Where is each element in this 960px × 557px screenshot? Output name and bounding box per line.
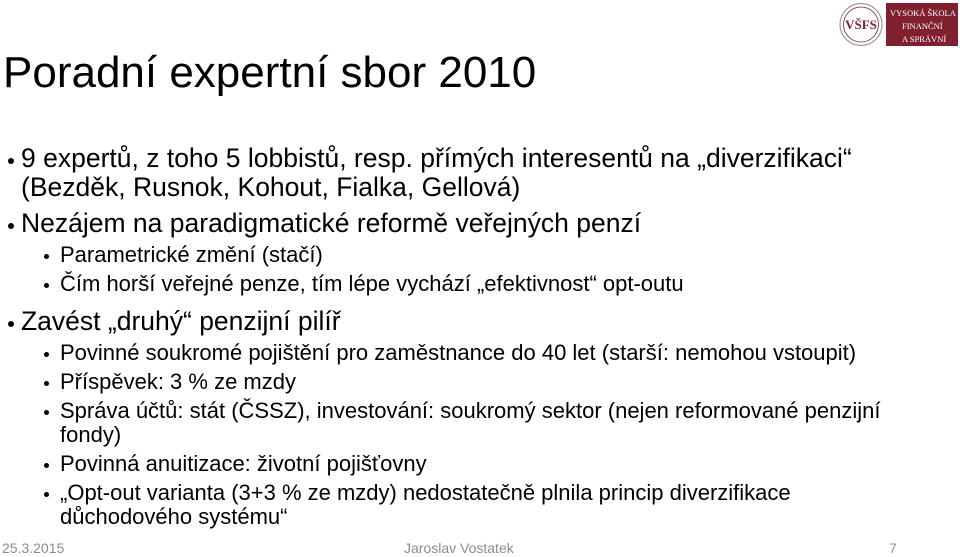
sub-bullet-text: Správa účtů: stát (ČSSZ), investování: soukromý sektor (nejen reformované penzijní fondy) xyxy=(60,398,881,447)
bullet-item xyxy=(0,307,940,529)
logo-text-line: A SPRÁVNÍ xyxy=(902,34,947,44)
sub-bullet-text: Povinná anuitizace: životní pojišťovny xyxy=(60,451,427,476)
sub-bullet-list xyxy=(21,243,940,296)
bullet-text: 9 expertů, z toho 5 lobbistů, resp. přímých interesentů na „diverzifikaci“ (Bezděk, Rusnok, Kohout, Fialka, Gellová) xyxy=(21,143,852,202)
sub-bullet-item xyxy=(21,272,940,296)
logo-text-line: VYSOKÁ ŠKOLA xyxy=(890,8,956,18)
vsfs-logo xyxy=(836,2,958,47)
sub-bullet-marker xyxy=(44,492,49,497)
sub-bullet-item xyxy=(21,370,940,394)
sub-bullet-marker xyxy=(44,463,49,468)
sub-bullet-text: Čím horší veřejné penze, tím lépe vychází „efektivnost“ opt-outu xyxy=(60,271,684,296)
sub-bullet-text: Parametrické změní (stačí) xyxy=(60,242,323,267)
sub-bullet-item xyxy=(21,341,940,365)
logo-monogram: VŠFS xyxy=(845,17,877,32)
sub-bullet-text: Povinné soukromé pojištění pro zaměstnance do 40 let (starší: nemohou vstoupit) xyxy=(60,340,857,365)
bullet-text: Zavést „druhý“ penzijní pilíř xyxy=(21,306,341,336)
sub-bullet-item xyxy=(21,481,940,529)
sub-bullet-text: „Opt-out varianta (3+3 % ze mzdy) nedostatečně plnila princip diverzifikace důchodového systému“ xyxy=(60,480,791,529)
sub-bullet-marker xyxy=(44,254,49,259)
bullet-text: Nezájem na paradigmatické reformě veřejných penzí xyxy=(21,208,642,238)
logo-text-box xyxy=(886,3,958,46)
sub-bullet-marker xyxy=(44,283,49,288)
sub-bullet-marker xyxy=(44,381,49,386)
bullet-marker xyxy=(8,321,14,327)
sub-bullet-text: Příspěvek: 3 % ze mzdy xyxy=(60,369,296,394)
sub-bullet-item xyxy=(21,399,940,447)
footer-date: 25.3.2015 xyxy=(2,540,65,556)
sub-bullet-item xyxy=(21,452,940,476)
slide-title: Poradní expertní sbor 2010 xyxy=(3,48,537,97)
footer-page-number: 7 xyxy=(889,540,897,556)
bullet-marker xyxy=(8,158,14,164)
bullet-item xyxy=(0,209,940,296)
bullet-marker xyxy=(8,223,14,229)
logo-text-line: FINANČNÍ xyxy=(902,21,943,31)
footer-author: Jaroslav Vostatek xyxy=(404,540,514,556)
bullet-item xyxy=(0,144,940,202)
sub-bullet-marker xyxy=(44,410,49,415)
logo-emblem-icon xyxy=(836,2,886,47)
sub-bullet-marker xyxy=(44,352,49,357)
bullet-list xyxy=(0,144,940,529)
sub-bullet-item xyxy=(21,243,940,267)
sub-bullet-list xyxy=(21,341,940,529)
